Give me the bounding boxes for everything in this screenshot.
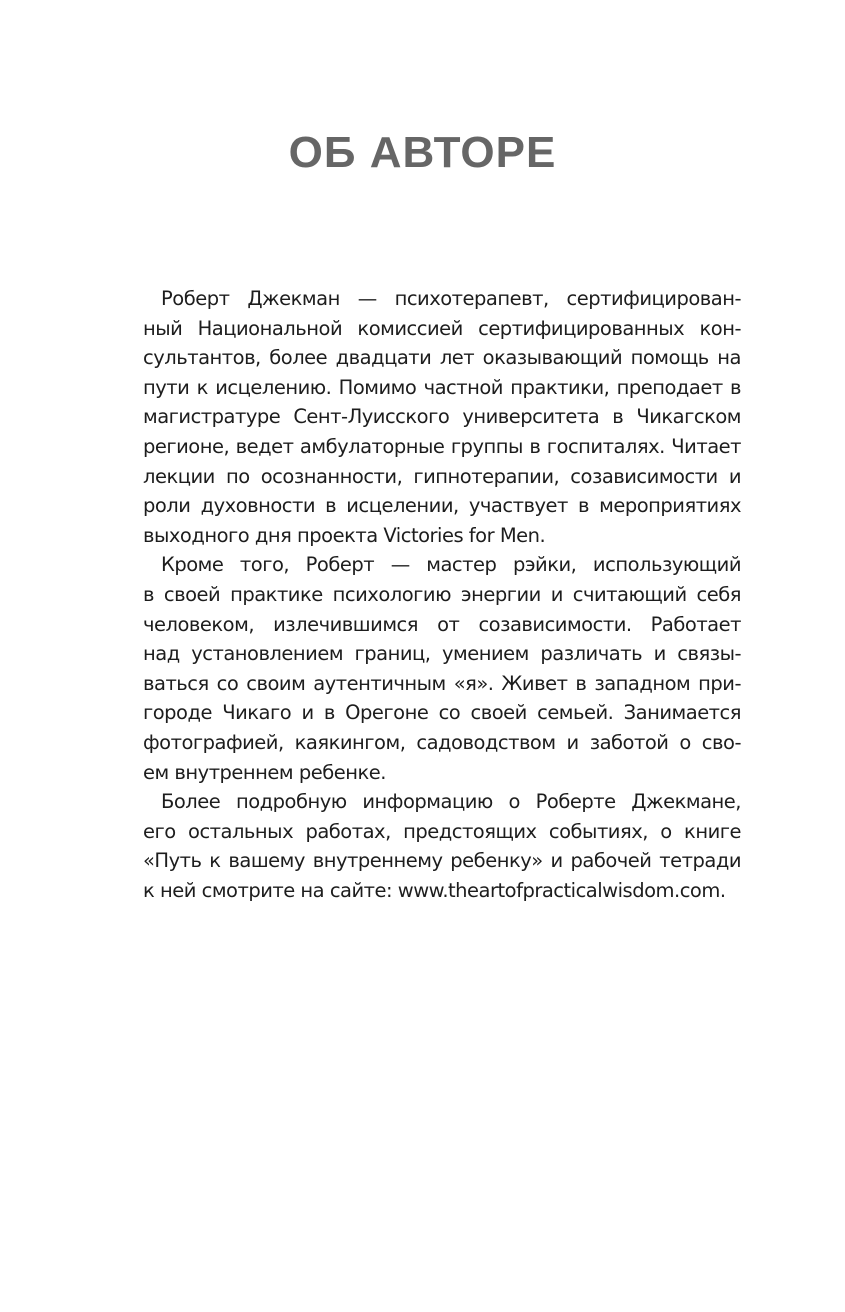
paragraph	[143, 284, 741, 550]
text-line: сультантов, более двадцати лет оказывающий помощь на	[143, 346, 741, 370]
paragraph	[143, 787, 741, 905]
text-line: его остальных работах, предстоящих событиях, о книге	[143, 819, 741, 843]
text-line: роли духовности в исцелении, участвует в мероприятиях	[143, 494, 741, 518]
text-line: в своей практике психологию энергии и считающий себя	[143, 582, 741, 606]
author-bio	[143, 284, 741, 905]
text-line: над установлением границ, умением различать и связы-	[143, 642, 741, 666]
text-line: ем внутреннем ребенке.	[143, 760, 386, 784]
text-line: выходного дня проекта Victories for Men.	[143, 523, 546, 547]
text-line: городе Чикаго и в Орегоне со своей семьей. Занимается	[143, 701, 741, 725]
text-line: ный Национальной комиссией сертифицированных кон-	[143, 316, 741, 340]
text-line: регионе, ведет амбулаторные группы в госпиталях. Читает	[143, 434, 741, 458]
text-line: Более подробную информацию о Роберте Джекмане,	[161, 790, 741, 814]
text-line: Роберт Джекман — психотерапевт, сертифицирован-	[161, 287, 741, 310]
text-line: Кроме того, Роберт — мастер рэйки, использующий	[161, 553, 741, 577]
page-title: ОБ АВТОРЕ	[288, 128, 557, 177]
paragraph	[143, 550, 741, 787]
text-line: пути к исцелению. Помимо частной практики, преподает в	[143, 375, 741, 399]
text-line: человеком, излечившимся от созависимости. Работает	[143, 612, 741, 636]
text-line: ваться со своим аутентичным «я». Живет в западном при-	[143, 671, 741, 695]
text-line: к ней смотрите на сайте: www.theartofpracticalwisdom.com.	[143, 878, 726, 902]
text-line: лекции по осознанности, гипнотерапии, созависимости и	[143, 464, 741, 488]
text-line: «Путь к вашему внутреннему ребенку» и рабочей тетради	[143, 849, 741, 873]
text-line: фотографией, каякингом, садоводством и заботой о сво-	[143, 730, 741, 754]
text-line: магистратуре Сент-Луисского университета в Чикагском	[143, 405, 741, 429]
